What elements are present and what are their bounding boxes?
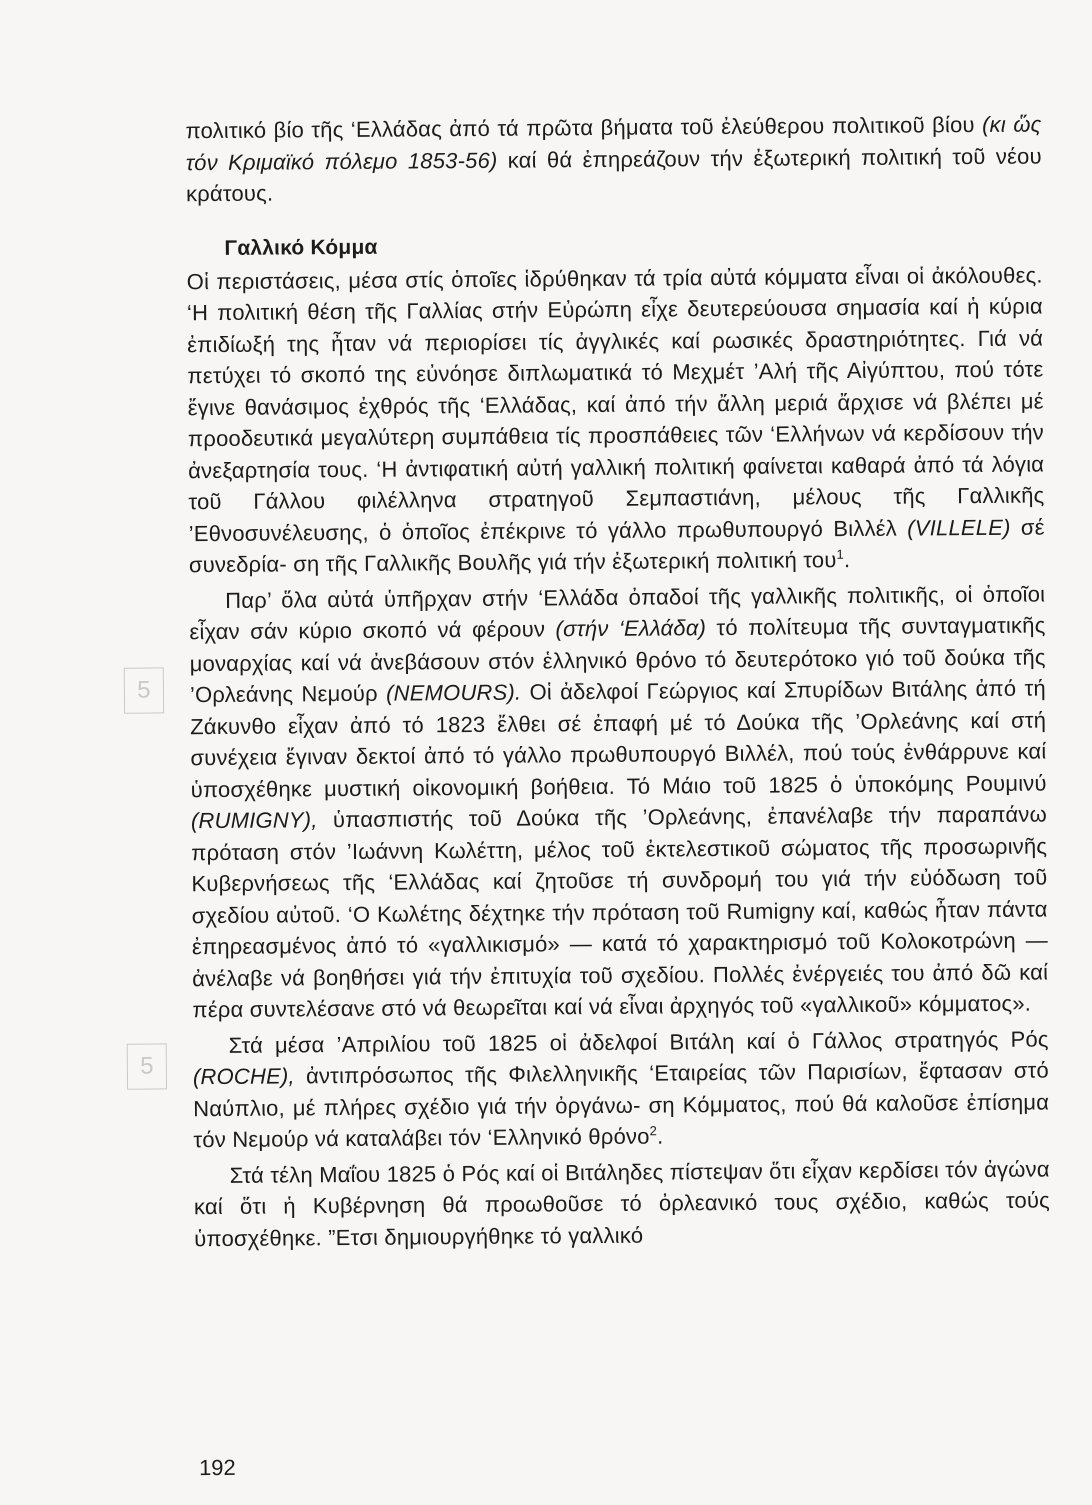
- text-run: Στά τέλη Μαΐου 1825 ὁ Ρός καί οἱ Βιτάληδες πίστεψαν ὅτι εἶχαν κερδίσει τόν ἀγώνα καί ὅτι ἡ Κυβέρνηση θά προωθοῦσε τό ὀρλεανικό τους σχέδιο, καθώς τούς ὑποσχέθηκε. ”Ετσι δημιουργήθηκε τό γαλλικό: [193, 1155, 1051, 1251]
- paragraph: [185, 109, 1042, 210]
- italic-text: (ROCHE),: [192, 1063, 295, 1090]
- text-run: .: [843, 547, 851, 573]
- italic-text: (VILLELE): [907, 514, 1011, 541]
- text-run: πολιτικό βίο τῆς ‘Ελλάδας ἀπό τά πρῶτα βήματα τοῦ ἐλεύθερου πολιτικοῦ βίου: [185, 111, 983, 144]
- italic-text: (κι ὥς τόν Κριμαϊκό πόλεμο 1853-56): [185, 111, 1042, 175]
- text-run: .: [656, 1123, 664, 1149]
- text-run: ἀντιπρόσωπος τῆς Φιλελληνικῆς ‘Εταιρείας τῶν Παρισίων, ἔφτασαν στό Ναύπλιο, μέ πλήρες σχέδιο γιά τήν ὀργάνω- ση Κόμματος, πού θά καλοῦσε ἐπίσημα τόν Νεμούρ νά καταλάβει τόν ‘Ελληνικό θρόνο: [193, 1057, 1050, 1153]
- text-run: Οἱ περιστάσεις, μέσα στίς ὁποῖες ἱδρύθηκαν τά τρία αὐτά κόμματα εἶναι οἱ ἀκόλουθες. ‘Η πολιτική θέση τῆς Γαλλίας στήν Εὐρώπη εἶχε δευτερεύουσα σημασία καί ἡ κύρια ἐπιδίωξή της ἦταν νά περιορίσει τίς ἀγγλικές καί ρωσικές δραστηριότητες. Γιά νά πετύχει τό σκοπό της εὐνόησε διπλωματικά τό Μεχμέτ ’Αλή τῆς Αἰγύπτου, πού τότε ἔγινε θανάσιμος ἐχθρός τῆς ‘Ελλάδας, καί ἀπό τήν ἄλλη μεριά ἄρχισε νά βλέπει μέ προοδευτικά μεγαλύτερη συμπάθεια τίς προσπάθειες τῶν ‘Ελλήνων νά κερδίσουν τήν ἀνεξαρτησία τους. ‘Η ἀντιφατική αὐτή γαλλική πολιτική φαίνεται καθαρά ἀπό τά λόγια τοῦ Γάλλου φιλέλληνα στρατηγοῦ Σεμπαστιάνη, μέλους τῆς Γαλλικῆς ’Εθνοσυνέλευσης, ὁ ὁποῖος ἐπέκρινε τό γάλλο πρωθυπουργό Βιλλέλ: [186, 262, 1045, 546]
- text-run: τό πολίτευμα τῆς συνταγματικῆς μοναρχίας καί νά ἀνεβάσουν στόν ἑλληνικό θρόνο τό δευτερότοκο γιό τοῦ δούκα τῆς ’Ορλεάνης Νεμούρ: [189, 612, 1046, 708]
- text-run: Παρ’ ὅλα αὐτά ὑπῆρχαν στήν ‘Ελλάδα ὀπαδοί τῆς γαλλικῆς πολιτικῆς, οἱ ὁποῖοι εἶχαν σάν κύριο σκοπό νά φέρουν: [189, 581, 1046, 645]
- paragraph: [194, 1153, 1051, 1254]
- paragraph: [187, 259, 1045, 581]
- text-run: ὑπασπιστής τοῦ Δούκα τῆς ’Ορλεάνης, ἐπανέλαβε τήν παραπάνω πρόταση στόν ’Ιωάννη Κωλέττη, μέλος τοῦ ἐκτελεστικοῦ σώματος τῆς προσωρινῆς Κυβερνήσεως τῆς ‘Ελλάδας καί ζητοῦσε τή συνδρομή του γιά τήν εὐόδωση τοῦ σχεδίου αὐτοῦ. ‘Ο Κωλέτης δέχτηκε τήν πρόταση τοῦ Rumigny καί, καθώς ἦταν πάντα ἐπηρεασμένος ἀπό τό «γαλλικισμό» — κατά τό χαρακτηρισμό τοῦ Κολοκοτρώνη — ἀνέλαβε νά βοηθήσει γιά τήν ἐπιτυχία τοῦ σχεδίου. Πολλές ἐνέργειές του ἀπό δῶ καί πέρα συντελέσανε στό νά θεωρεῖται καί νά εἶναι ἀρχηγός τοῦ «γαλλικοῦ» κόμματος».: [191, 801, 1049, 1023]
- paragraph: [189, 578, 1048, 1026]
- italic-text: (RUMIGNY),: [190, 807, 318, 834]
- footnote-marker: 1: [836, 546, 844, 562]
- footnote-marker: 2: [649, 1123, 658, 1139]
- body-text: [185, 109, 1050, 1255]
- text-run: Οἱ ἀδελφοί Γεώργιος καί Σπυρίδων Βιτάλης ἀπό τή Ζάκυνθο εἶχαν ἀπό τό 1823 ἔλθει σέ ἐπαφή μέ τό Δούκα τῆς ’Ορλεάνης καί στή συνέχεια ἔγιναν δεκτοί ἀπό τό γάλλο πρωθυπουργό Βιλλέλ, πού τούς ἐνθάρρυνε καί ὑποσχέθηκε μυστική οἰκονομική βοήθεια. Τό Μάιο τοῦ 1825 ὁ ὑποκόμης Ρουμινύ: [190, 675, 1047, 802]
- text-run: σέ συνεδρία- ση τῆς Γαλλικῆς Βουλῆς γιά τήν ἐξωτερική πολιτική του: [188, 514, 1045, 578]
- text-run: καί θά ἐπηρεάζουν τήν ἐξωτερική πολιτική τοῦ νέου κράτους.: [185, 143, 1042, 207]
- paragraph: [193, 1023, 1050, 1156]
- bleed-through-mark: 5: [127, 1043, 167, 1089]
- italic-text: (NEMOURS).: [385, 679, 522, 706]
- section-heading: Γαλλικό Κόμμα: [224, 235, 378, 260]
- italic-text: (στήν ‘Ελλάδα): [555, 615, 707, 642]
- text-run: Στά μέσα ’Απριλίου τοῦ 1825 οἱ ἀδελφοί Βιτάλη καί ὁ Γάλλος στρατηγός Ρός: [228, 1025, 1049, 1058]
- bleed-through-mark: 5: [124, 667, 164, 713]
- page-number: 192: [198, 1454, 236, 1481]
